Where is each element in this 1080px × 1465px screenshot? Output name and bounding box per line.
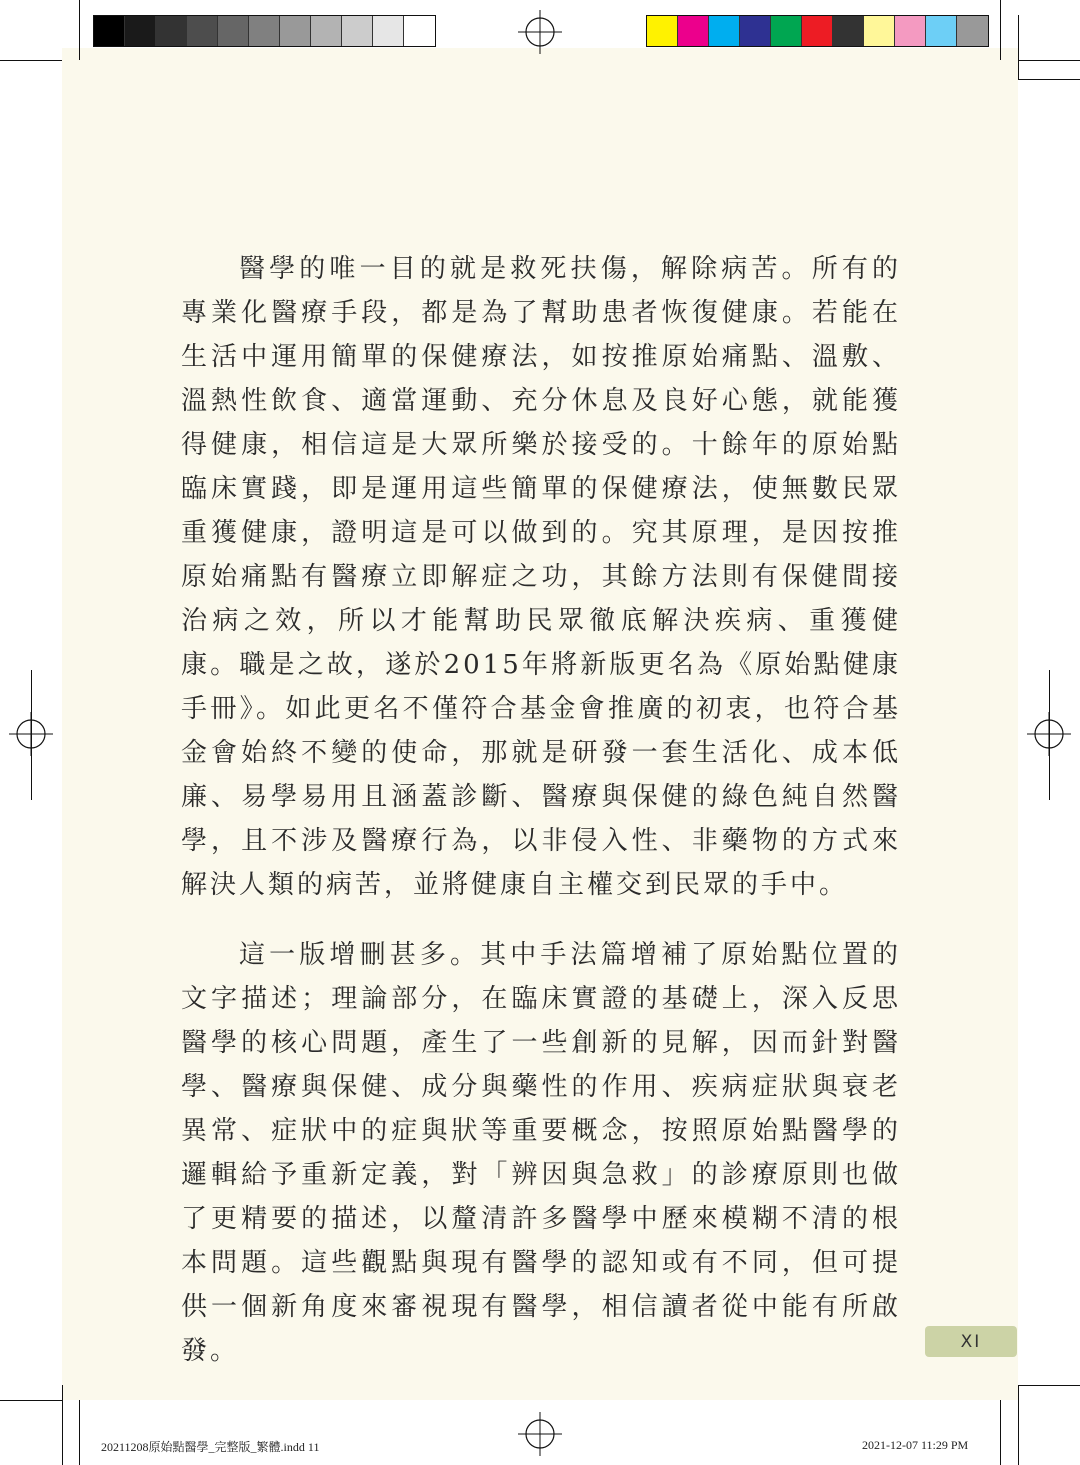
- color-swatch: [94, 16, 125, 46]
- crop-mark: [1049, 670, 1050, 800]
- color-swatch: [373, 16, 404, 46]
- color-swatch: [678, 16, 709, 46]
- page-number: XI: [925, 1326, 1017, 1357]
- registration-mark: [518, 1412, 562, 1456]
- color-swatch: [249, 16, 280, 46]
- paragraph: 醫學的唯一目的就是救死扶傷，解除病苦。所有的專業化醫療手段，都是為了幫助患者恢復健康。若能在生活中運用簡單的保健療法，如按推原始痛點、溫敷、溫熱性飲食、適當運動、充分休息及良好心態，就能獲得健康，相信這是大眾所樂於接受的。十餘年的原始點臨床實踐，即是運用這些簡單的保健療法，使無數民眾重獲健康，證明這是可以做到的。究其原理，是因按推原始痛點有醫療立即解症之功，其餘方法則有保健間接治病之效，所以才能幫助民眾徹底解決疾病、重獲健康。職是之故，遂於2015年將新版更名為《原始點健康手冊》。如此更名不僅符合基金會推廣的初衷，也符合基金會始終不變的使命，那就是研發一套生活化、成本低廉、易學易用且涵蓋診斷、醫療與保健的綠色純自然醫學，且不涉及醫療行為，以非侵入性、非藥物的方式來解決人類的病苦，並將健康自主權交到民眾的手中。: [181, 254, 901, 900]
- body-text: [181, 247, 901, 1373]
- color-swatch: [187, 16, 218, 46]
- color-swatch: [280, 16, 311, 46]
- color-swatch: [156, 16, 187, 46]
- crop-mark: [79, 1400, 80, 1465]
- color-swatch: [957, 16, 988, 46]
- color-swatch: [125, 16, 156, 46]
- crop-mark: [0, 60, 62, 61]
- crop-mark: [1018, 60, 1080, 61]
- registration-mark: [518, 10, 562, 54]
- crop-mark: [1018, 1385, 1080, 1386]
- color-swatch: [802, 16, 833, 46]
- crop-mark: [1018, 15, 1019, 80]
- slug-timestamp: 2021-12-07 11:29 PM: [862, 1438, 969, 1452]
- color-swatch: [864, 16, 895, 46]
- grayscale-color-bar: [93, 15, 436, 47]
- crop-mark: [79, 0, 80, 60]
- crop-mark: [1018, 1385, 1019, 1465]
- crop-mark: [62, 1385, 63, 1465]
- color-swatch: [771, 16, 802, 46]
- paragraph: 這一版增刪甚多。其中手法篇增補了原始點位置的文字描述；理論部分，在臨床實證的基礎上，深入反思醫學的核心問題，產生了一些創新的見解，因而針對醫學、醫療與保健、成分與藥性的作用、疾病症狀與衰老異常、症狀中的症與狀等重要概念，按照原始點醫學的邏輯給予重新定義，對「辨因與急救」的診療原則也做了更精要的描述，以釐清許多醫學中歷來模糊不清的根本問題。這些觀點與現有醫學的認知或有不同，但可提供一個新角度來審視現有醫學，相信讀者從中能有所啟發。: [181, 940, 901, 1366]
- color-swatch: [895, 16, 926, 46]
- color-swatch: [926, 16, 957, 46]
- color-swatch: [311, 16, 342, 46]
- process-color-bar: [646, 15, 989, 47]
- color-swatch: [709, 16, 740, 46]
- color-swatch: [647, 16, 678, 46]
- crop-mark: [0, 1400, 62, 1401]
- crop-mark: [1000, 0, 1001, 60]
- color-swatch: [342, 16, 373, 46]
- color-swatch: [404, 16, 435, 46]
- crop-mark: [1018, 79, 1080, 80]
- color-swatch: [833, 16, 864, 46]
- crop-mark: [31, 670, 32, 800]
- crop-mark: [1000, 1400, 1001, 1465]
- color-swatch: [740, 16, 771, 46]
- slug-filename: 20211208原始點醫學_完整版_繁體.indd 11: [101, 1440, 320, 1454]
- color-swatch: [218, 16, 249, 46]
